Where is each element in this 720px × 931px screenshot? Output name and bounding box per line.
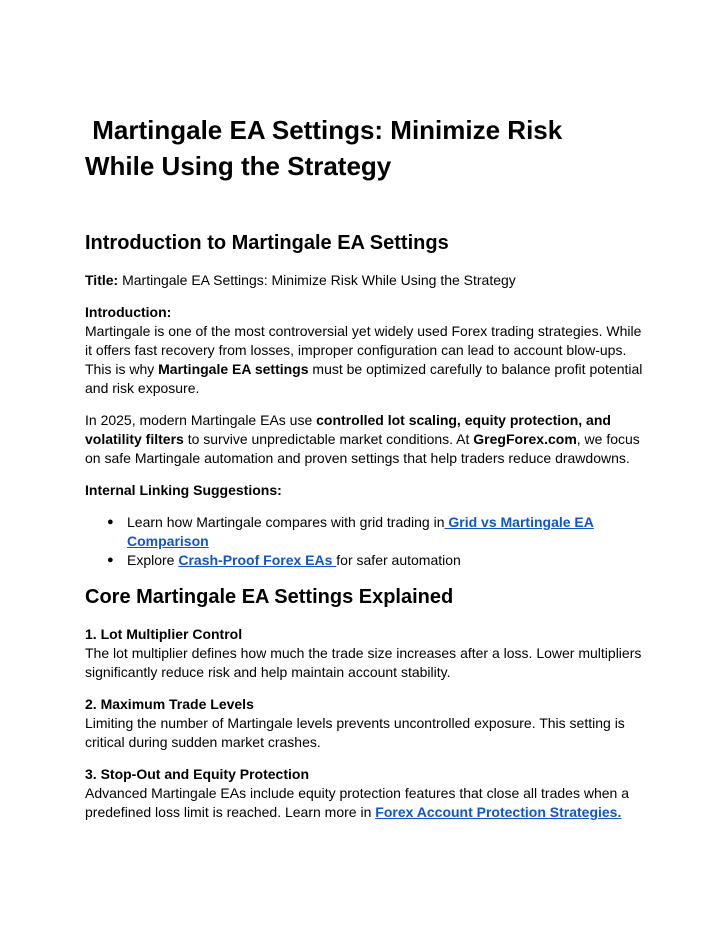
setting-item xyxy=(85,625,645,682)
link-suffix: for safer automation xyxy=(336,552,461,568)
link-prefix: Learn how Martingale compares with grid trading in xyxy=(127,514,445,530)
setting-text: The lot multiplier defines how much the trade size increases after a loss. Lower multipliers significantly reduce risk and help maintain account stability. xyxy=(85,645,642,680)
grid-vs-martingale-link[interactable]: Grid vs Martingale EA Comparison xyxy=(127,514,594,549)
setting-title: 3. Stop-Out and Equity Protection xyxy=(85,766,309,782)
title-label: Title: xyxy=(85,272,119,288)
p2-text-b: to survive unpredictable market conditions. At xyxy=(183,431,474,447)
p2-text-c: , we focus on safe Martingale automation and proven settings that help traders reduce drawdowns. xyxy=(85,431,640,466)
account-protection-link[interactable]: Forex Account Protection Strategies. xyxy=(375,804,622,820)
setting-title: 1. Lot Multiplier Control xyxy=(85,626,243,642)
intro-text-a: Martingale is one of the most controversial yet widely used Forex trading strategies. While it offers fast recovery from losses, improper configuration can lead to account blow-ups. This is why xyxy=(85,323,642,377)
intro-heading: Introduction to Martingale EA Settings xyxy=(85,232,449,254)
intro-label: Introduction: xyxy=(85,304,172,320)
setting-item xyxy=(85,765,645,822)
links-label-text: Internal Linking Suggestions: xyxy=(85,482,282,498)
bullet-icon: ● xyxy=(107,516,114,528)
list-item xyxy=(85,513,645,551)
title-line-1: Martingale EA Settings: Minimize Risk xyxy=(85,115,563,145)
p2-text-a: In 2025, modern Martingale EAs use xyxy=(85,412,317,428)
paragraph-2025 xyxy=(85,411,645,468)
core-heading: Core Martingale EA Settings Explained xyxy=(85,586,454,608)
links-label xyxy=(85,481,645,500)
crash-proof-forex-link[interactable]: Crash-Proof Forex EAs xyxy=(178,552,337,568)
p2-bold-2: GregForex.com xyxy=(473,431,577,447)
document-title xyxy=(85,112,645,184)
links-list xyxy=(85,513,645,570)
setting-text: Advanced Martingale EAs include equity protection features that close all trades when a predefined loss limit is reached. Learn more in xyxy=(85,785,629,820)
intro-text-b: must be optimized carefully to balance profit potential and risk exposure. xyxy=(85,361,643,396)
title-value: Martingale EA Settings: Minimize Risk While Using the Strategy xyxy=(118,272,516,288)
intro-paragraph xyxy=(85,303,645,398)
document-page xyxy=(85,0,645,822)
setting-text: Limiting the number of Martingale levels prevents uncontrolled exposure. This setting is critical during sudden market crashes. xyxy=(85,715,625,750)
list-item xyxy=(85,551,645,570)
p2-bold-1: controlled lot scaling, equity protection, and volatility filters xyxy=(85,412,611,447)
link-prefix: Explore xyxy=(127,552,179,568)
bullet-icon: ● xyxy=(107,554,114,566)
intro-bold: Martingale EA settings xyxy=(158,361,309,377)
setting-item xyxy=(85,695,645,752)
setting-title: 2. Maximum Trade Levels xyxy=(85,696,254,712)
title-paragraph xyxy=(85,271,645,290)
title-line-2: While Using the Strategy xyxy=(85,151,392,181)
